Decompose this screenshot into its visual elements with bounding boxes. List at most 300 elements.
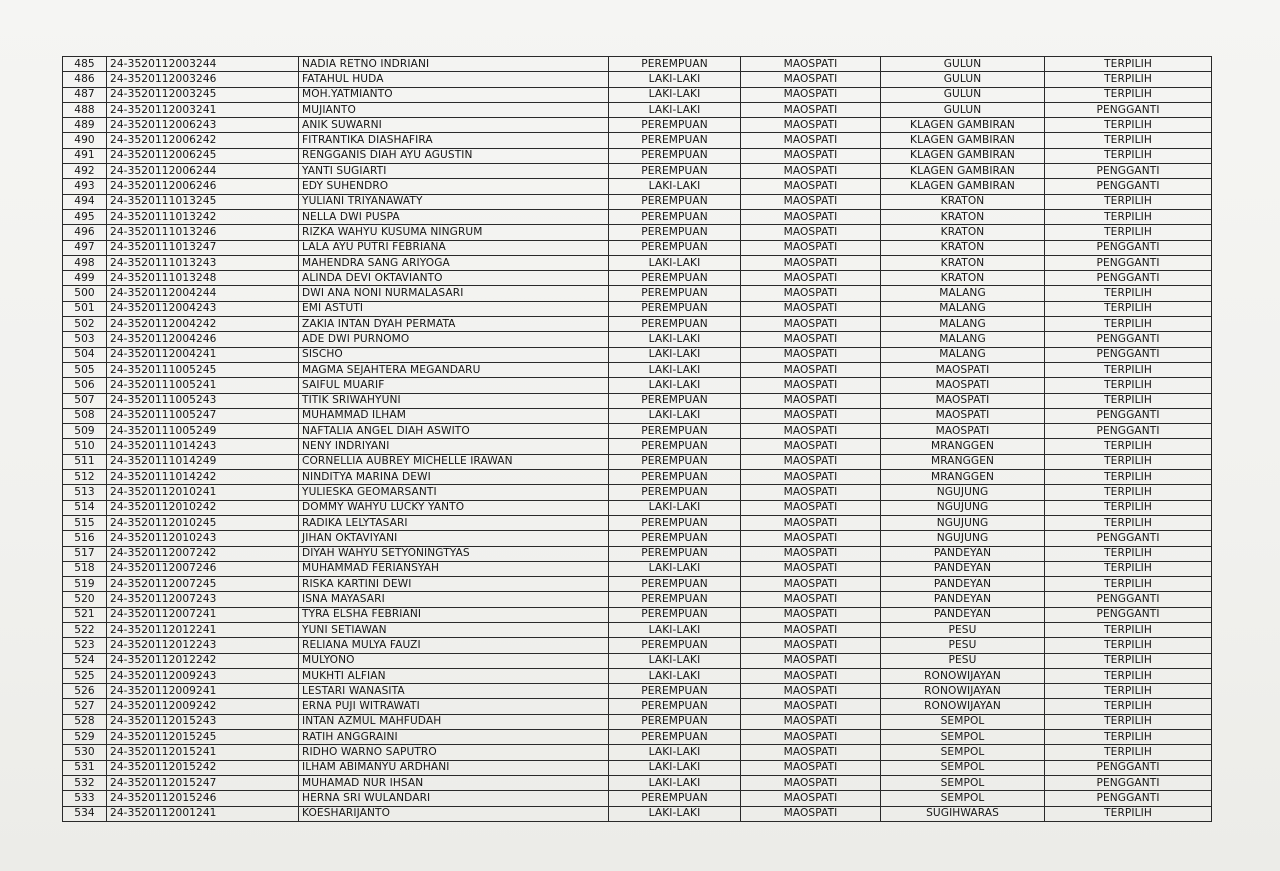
status-cell: PENGGANTI (1045, 179, 1212, 194)
status-cell: TERPILIH (1045, 118, 1212, 133)
id-number-cell: 24-3520111005249 (107, 424, 299, 439)
row-number-cell: 533 (63, 791, 107, 806)
table-row (63, 102, 1212, 117)
id-number-cell: 24-3520111013245 (107, 194, 299, 209)
name-cell: MUJIANTO (299, 102, 609, 117)
village-cell: SEMPOL (881, 730, 1045, 745)
village-cell: MAOSPATI (881, 378, 1045, 393)
id-number-cell: 24-3520112007242 (107, 546, 299, 561)
row-number-cell: 485 (63, 57, 107, 72)
row-number-cell: 498 (63, 255, 107, 270)
village-cell: SEMPOL (881, 760, 1045, 775)
row-number-cell: 510 (63, 439, 107, 454)
village-cell: NGUJUNG (881, 500, 1045, 515)
name-cell: MUHAMAD NUR IHSAN (299, 775, 609, 790)
table-body (63, 57, 1212, 822)
district-cell: MAOSPATI (741, 102, 881, 117)
id-number-cell: 24-3520112015243 (107, 714, 299, 729)
row-number-cell: 531 (63, 760, 107, 775)
district-cell: MAOSPATI (741, 317, 881, 332)
village-cell: PESU (881, 622, 1045, 637)
table-row (63, 72, 1212, 87)
gender-cell: LAKI-LAKI (609, 255, 741, 270)
row-number-cell: 487 (63, 87, 107, 102)
row-number-cell: 495 (63, 209, 107, 224)
row-number-cell: 509 (63, 424, 107, 439)
row-number-cell: 526 (63, 684, 107, 699)
gender-cell: PEREMPUAN (609, 531, 741, 546)
name-cell: DIYAH WAHYU SETYONINGTYAS (299, 546, 609, 561)
row-number-cell: 491 (63, 148, 107, 163)
row-number-cell: 532 (63, 775, 107, 790)
id-number-cell: 24-3520112015247 (107, 775, 299, 790)
village-cell: KRATON (881, 194, 1045, 209)
table-row (63, 806, 1212, 821)
gender-cell: PEREMPUAN (609, 225, 741, 240)
district-cell: MAOSPATI (741, 194, 881, 209)
row-number-cell: 513 (63, 485, 107, 500)
name-cell: ANIK SUWARNI (299, 118, 609, 133)
village-cell: PANDEYAN (881, 592, 1045, 607)
row-number-cell: 528 (63, 714, 107, 729)
status-cell: PENGGANTI (1045, 240, 1212, 255)
name-cell: LALA AYU PUTRI FEBRIANA (299, 240, 609, 255)
id-number-cell: 24-3520112009242 (107, 699, 299, 714)
status-cell: TERPILIH (1045, 87, 1212, 102)
district-cell: MAOSPATI (741, 87, 881, 102)
name-cell: ADE DWI PURNOMO (299, 332, 609, 347)
district-cell: MAOSPATI (741, 255, 881, 270)
name-cell: MUHAMMAD ILHAM (299, 408, 609, 423)
gender-cell: PEREMPUAN (609, 485, 741, 500)
gender-cell: LAKI-LAKI (609, 87, 741, 102)
status-cell: TERPILIH (1045, 209, 1212, 224)
name-cell: TITIK SRIWAHYUNI (299, 393, 609, 408)
table-row (63, 240, 1212, 255)
district-cell: MAOSPATI (741, 133, 881, 148)
id-number-cell: 24-3520112006245 (107, 148, 299, 163)
row-number-cell: 511 (63, 454, 107, 469)
status-cell: TERPILIH (1045, 699, 1212, 714)
district-cell: MAOSPATI (741, 179, 881, 194)
gender-cell: LAKI-LAKI (609, 179, 741, 194)
gender-cell: PEREMPUAN (609, 730, 741, 745)
name-cell: RATIH ANGGRAINI (299, 730, 609, 745)
gender-cell: LAKI-LAKI (609, 806, 741, 821)
status-cell: PENGGANTI (1045, 607, 1212, 622)
id-number-cell: 24-3520111013243 (107, 255, 299, 270)
table-row (63, 485, 1212, 500)
district-cell: MAOSPATI (741, 240, 881, 255)
name-cell: HERNA SRI WULANDARI (299, 791, 609, 806)
status-cell: TERPILIH (1045, 485, 1212, 500)
row-number-cell: 529 (63, 730, 107, 745)
id-number-cell: 24-3520111013242 (107, 209, 299, 224)
district-cell: MAOSPATI (741, 408, 881, 423)
table-row (63, 561, 1212, 576)
table-row (63, 791, 1212, 806)
village-cell: MALANG (881, 332, 1045, 347)
table-row (63, 638, 1212, 653)
name-cell: MAHENDRA SANG ARIYOGA (299, 255, 609, 270)
status-cell: TERPILIH (1045, 684, 1212, 699)
village-cell: PANDEYAN (881, 546, 1045, 561)
id-number-cell: 24-3520112003245 (107, 87, 299, 102)
status-cell: TERPILIH (1045, 454, 1212, 469)
district-cell: MAOSPATI (741, 745, 881, 760)
id-number-cell: 24-3520112004243 (107, 301, 299, 316)
village-cell: GULUN (881, 102, 1045, 117)
table-row (63, 424, 1212, 439)
district-cell: MAOSPATI (741, 378, 881, 393)
district-cell: MAOSPATI (741, 531, 881, 546)
gender-cell: PEREMPUAN (609, 393, 741, 408)
status-cell: PENGGANTI (1045, 760, 1212, 775)
status-cell: TERPILIH (1045, 194, 1212, 209)
village-cell: KRATON (881, 225, 1045, 240)
table-row (63, 87, 1212, 102)
row-number-cell: 489 (63, 118, 107, 133)
row-number-cell: 506 (63, 378, 107, 393)
name-cell: ILHAM ABIMANYU ARDHANI (299, 760, 609, 775)
gender-cell: LAKI-LAKI (609, 332, 741, 347)
row-number-cell: 486 (63, 72, 107, 87)
name-cell: RENGGANIS DIAH AYU AGUSTIN (299, 148, 609, 163)
table-row (63, 577, 1212, 592)
table-row (63, 408, 1212, 423)
district-cell: MAOSPATI (741, 118, 881, 133)
name-cell: YANTI SUGIARTI (299, 164, 609, 179)
id-number-cell: 24-3520112012242 (107, 653, 299, 668)
id-number-cell: 24-3520112003244 (107, 57, 299, 72)
gender-cell: LAKI-LAKI (609, 561, 741, 576)
status-cell: PENGGANTI (1045, 102, 1212, 117)
row-number-cell: 517 (63, 546, 107, 561)
id-number-cell: 24-3520112010241 (107, 485, 299, 500)
status-cell: TERPILIH (1045, 668, 1212, 683)
table-row (63, 775, 1212, 790)
gender-cell: PEREMPUAN (609, 317, 741, 332)
id-number-cell: 24-3520112007241 (107, 607, 299, 622)
gender-cell: LAKI-LAKI (609, 622, 741, 637)
name-cell: MULYONO (299, 653, 609, 668)
village-cell: GULUN (881, 87, 1045, 102)
district-cell: MAOSPATI (741, 546, 881, 561)
table-row (63, 668, 1212, 683)
village-cell: KLAGEN GAMBIRAN (881, 133, 1045, 148)
district-cell: MAOSPATI (741, 699, 881, 714)
village-cell: KRATON (881, 240, 1045, 255)
village-cell: SUGIHWARAS (881, 806, 1045, 821)
status-cell: TERPILIH (1045, 378, 1212, 393)
status-cell: TERPILIH (1045, 546, 1212, 561)
status-cell: TERPILIH (1045, 622, 1212, 637)
name-cell: FITRANTIKA DIASHAFIRA (299, 133, 609, 148)
id-number-cell: 24-3520112004242 (107, 317, 299, 332)
status-cell: PENGGANTI (1045, 332, 1212, 347)
name-cell: FATAHUL HUDA (299, 72, 609, 87)
village-cell: PESU (881, 653, 1045, 668)
gender-cell: PEREMPUAN (609, 118, 741, 133)
status-cell: TERPILIH (1045, 806, 1212, 821)
district-cell: MAOSPATI (741, 714, 881, 729)
village-cell: MAOSPATI (881, 424, 1045, 439)
row-number-cell: 514 (63, 500, 107, 515)
status-cell: PENGGANTI (1045, 592, 1212, 607)
status-cell: TERPILIH (1045, 317, 1212, 332)
name-cell: ERNA PUJI WITRAWATI (299, 699, 609, 714)
table-row (63, 286, 1212, 301)
gender-cell: LAKI-LAKI (609, 760, 741, 775)
row-number-cell: 520 (63, 592, 107, 607)
row-number-cell: 530 (63, 745, 107, 760)
name-cell: SAIFUL MUARIF (299, 378, 609, 393)
id-number-cell: 24-3520111013246 (107, 225, 299, 240)
row-number-cell: 508 (63, 408, 107, 423)
gender-cell: PEREMPUAN (609, 271, 741, 286)
id-number-cell: 24-3520111014243 (107, 439, 299, 454)
name-cell: DOMMY WAHYU LUCKY YANTO (299, 500, 609, 515)
status-cell: PENGGANTI (1045, 408, 1212, 423)
village-cell: MALANG (881, 347, 1045, 362)
district-cell: MAOSPATI (741, 500, 881, 515)
status-cell: PENGGANTI (1045, 164, 1212, 179)
id-number-cell: 24-3520112012243 (107, 638, 299, 653)
table-row (63, 301, 1212, 316)
id-number-cell: 24-3520112003246 (107, 72, 299, 87)
village-cell: NGUJUNG (881, 531, 1045, 546)
table-row (63, 653, 1212, 668)
district-cell: MAOSPATI (741, 638, 881, 653)
gender-cell: PEREMPUAN (609, 699, 741, 714)
district-cell: MAOSPATI (741, 775, 881, 790)
name-cell: MUHAMMAD FERIANSYAH (299, 561, 609, 576)
name-cell: NADIA RETNO INDRIANI (299, 57, 609, 72)
village-cell: PESU (881, 638, 1045, 653)
district-cell: MAOSPATI (741, 470, 881, 485)
district-cell: MAOSPATI (741, 209, 881, 224)
name-cell: MUKHTI ALFIAN (299, 668, 609, 683)
district-cell: MAOSPATI (741, 760, 881, 775)
row-number-cell: 504 (63, 347, 107, 362)
table-row (63, 362, 1212, 377)
id-number-cell: 24-3520112010243 (107, 531, 299, 546)
status-cell: PENGGANTI (1045, 791, 1212, 806)
gender-cell: PEREMPUAN (609, 133, 741, 148)
name-cell: YULIANI TRIYANAWATY (299, 194, 609, 209)
status-cell: TERPILIH (1045, 362, 1212, 377)
status-cell: TERPILIH (1045, 301, 1212, 316)
table-row (63, 730, 1212, 745)
gender-cell: PEREMPUAN (609, 424, 741, 439)
table-row (63, 271, 1212, 286)
district-cell: MAOSPATI (741, 791, 881, 806)
row-number-cell: 488 (63, 102, 107, 117)
district-cell: MAOSPATI (741, 393, 881, 408)
gender-cell: LAKI-LAKI (609, 362, 741, 377)
village-cell: NGUJUNG (881, 485, 1045, 500)
row-number-cell: 496 (63, 225, 107, 240)
gender-cell: PEREMPUAN (609, 592, 741, 607)
village-cell: MRANGGEN (881, 470, 1045, 485)
id-number-cell: 24-3520112009243 (107, 668, 299, 683)
table-row (63, 347, 1212, 362)
id-number-cell: 24-3520112009241 (107, 684, 299, 699)
district-cell: MAOSPATI (741, 347, 881, 362)
name-cell: NINDITYA MARINA DEWI (299, 470, 609, 485)
village-cell: KLAGEN GAMBIRAN (881, 179, 1045, 194)
row-number-cell: 525 (63, 668, 107, 683)
row-number-cell: 499 (63, 271, 107, 286)
village-cell: MAOSPATI (881, 362, 1045, 377)
gender-cell: PEREMPUAN (609, 209, 741, 224)
id-number-cell: 24-3520111014249 (107, 454, 299, 469)
village-cell: MRANGGEN (881, 454, 1045, 469)
village-cell: MRANGGEN (881, 439, 1045, 454)
gender-cell: LAKI-LAKI (609, 775, 741, 790)
village-cell: KRATON (881, 209, 1045, 224)
row-number-cell: 501 (63, 301, 107, 316)
row-number-cell: 515 (63, 515, 107, 530)
table-row (63, 439, 1212, 454)
status-cell: PENGGANTI (1045, 424, 1212, 439)
village-cell: RONOWIJAYAN (881, 684, 1045, 699)
status-cell: TERPILIH (1045, 72, 1212, 87)
status-cell: TERPILIH (1045, 500, 1212, 515)
table-row (63, 592, 1212, 607)
name-cell: LESTARI WANASITA (299, 684, 609, 699)
gender-cell: LAKI-LAKI (609, 500, 741, 515)
name-cell: NAFTALIA ANGEL DIAH ASWITO (299, 424, 609, 439)
row-number-cell: 497 (63, 240, 107, 255)
village-cell: SEMPOL (881, 775, 1045, 790)
gender-cell: LAKI-LAKI (609, 347, 741, 362)
name-cell: RADIKA LELYTASARI (299, 515, 609, 530)
table-row (63, 332, 1212, 347)
table-row (63, 148, 1212, 163)
status-cell: TERPILIH (1045, 653, 1212, 668)
district-cell: MAOSPATI (741, 225, 881, 240)
village-cell: PANDEYAN (881, 561, 1045, 576)
gender-cell: PEREMPUAN (609, 791, 741, 806)
district-cell: MAOSPATI (741, 148, 881, 163)
id-number-cell: 24-3520112010242 (107, 500, 299, 515)
id-number-cell: 24-3520112007245 (107, 577, 299, 592)
gender-cell: LAKI-LAKI (609, 408, 741, 423)
village-cell: MALANG (881, 286, 1045, 301)
district-cell: MAOSPATI (741, 286, 881, 301)
table-row (63, 378, 1212, 393)
status-cell: TERPILIH (1045, 286, 1212, 301)
gender-cell: PEREMPUAN (609, 240, 741, 255)
id-number-cell: 24-3520111005245 (107, 362, 299, 377)
village-cell: SEMPOL (881, 745, 1045, 760)
name-cell: CORNELLIA AUBREY MICHELLE IRAWAN (299, 454, 609, 469)
status-cell: TERPILIH (1045, 745, 1212, 760)
village-cell: SEMPOL (881, 791, 1045, 806)
name-cell: ALINDA DEVI OKTAVIANTO (299, 271, 609, 286)
status-cell: TERPILIH (1045, 439, 1212, 454)
name-cell: YUNI SETIAWAN (299, 622, 609, 637)
district-cell: MAOSPATI (741, 561, 881, 576)
id-number-cell: 24-3520112015241 (107, 745, 299, 760)
district-cell: MAOSPATI (741, 164, 881, 179)
id-number-cell: 24-3520112010245 (107, 515, 299, 530)
id-number-cell: 24-3520112006242 (107, 133, 299, 148)
village-cell: KRATON (881, 255, 1045, 270)
district-cell: MAOSPATI (741, 684, 881, 699)
status-cell: TERPILIH (1045, 730, 1212, 745)
district-cell: MAOSPATI (741, 515, 881, 530)
district-cell: MAOSPATI (741, 577, 881, 592)
gender-cell: PEREMPUAN (609, 470, 741, 485)
gender-cell: PEREMPUAN (609, 546, 741, 561)
district-cell: MAOSPATI (741, 454, 881, 469)
district-cell: MAOSPATI (741, 362, 881, 377)
name-cell: NENY INDRIYANI (299, 439, 609, 454)
table-row (63, 745, 1212, 760)
name-cell: INTAN AZMUL MAHFUDAH (299, 714, 609, 729)
status-cell: TERPILIH (1045, 577, 1212, 592)
village-cell: NGUJUNG (881, 515, 1045, 530)
gender-cell: LAKI-LAKI (609, 668, 741, 683)
table-row (63, 118, 1212, 133)
table-row (63, 133, 1212, 148)
gender-cell: PEREMPUAN (609, 301, 741, 316)
status-cell: TERPILIH (1045, 638, 1212, 653)
row-number-cell: 500 (63, 286, 107, 301)
id-number-cell: 24-3520112004244 (107, 286, 299, 301)
status-cell: TERPILIH (1045, 133, 1212, 148)
gender-cell: PEREMPUAN (609, 439, 741, 454)
table-row (63, 317, 1212, 332)
district-cell: MAOSPATI (741, 730, 881, 745)
district-cell: MAOSPATI (741, 592, 881, 607)
village-cell: PANDEYAN (881, 577, 1045, 592)
gender-cell: PEREMPUAN (609, 714, 741, 729)
gender-cell: PEREMPUAN (609, 57, 741, 72)
district-cell: MAOSPATI (741, 439, 881, 454)
id-number-cell: 24-3520112006246 (107, 179, 299, 194)
table-row (63, 57, 1212, 72)
name-cell: DWI ANA NONI NURMALASARI (299, 286, 609, 301)
gender-cell: PEREMPUAN (609, 577, 741, 592)
gender-cell: PEREMPUAN (609, 515, 741, 530)
district-cell: MAOSPATI (741, 622, 881, 637)
table-row (63, 209, 1212, 224)
id-number-cell: 24-3520111014242 (107, 470, 299, 485)
village-cell: SEMPOL (881, 714, 1045, 729)
name-cell: RIZKA WAHYU KUSUMA NINGRUM (299, 225, 609, 240)
row-number-cell: 502 (63, 317, 107, 332)
gender-cell: PEREMPUAN (609, 684, 741, 699)
district-cell: MAOSPATI (741, 806, 881, 821)
name-cell: MAGMA SEJAHTERA MEGANDARU (299, 362, 609, 377)
id-number-cell: 24-3520112004241 (107, 347, 299, 362)
district-cell: MAOSPATI (741, 607, 881, 622)
name-cell: MOH.YATMIANTO (299, 87, 609, 102)
name-cell: RIDHO WARNO SAPUTRO (299, 745, 609, 760)
gender-cell: LAKI-LAKI (609, 653, 741, 668)
gender-cell: LAKI-LAKI (609, 72, 741, 87)
name-cell: NELLA DWI PUSPA (299, 209, 609, 224)
row-number-cell: 522 (63, 622, 107, 637)
row-number-cell: 527 (63, 699, 107, 714)
row-number-cell: 524 (63, 653, 107, 668)
name-cell: SISCHO (299, 347, 609, 362)
village-cell: KRATON (881, 271, 1045, 286)
row-number-cell: 516 (63, 531, 107, 546)
